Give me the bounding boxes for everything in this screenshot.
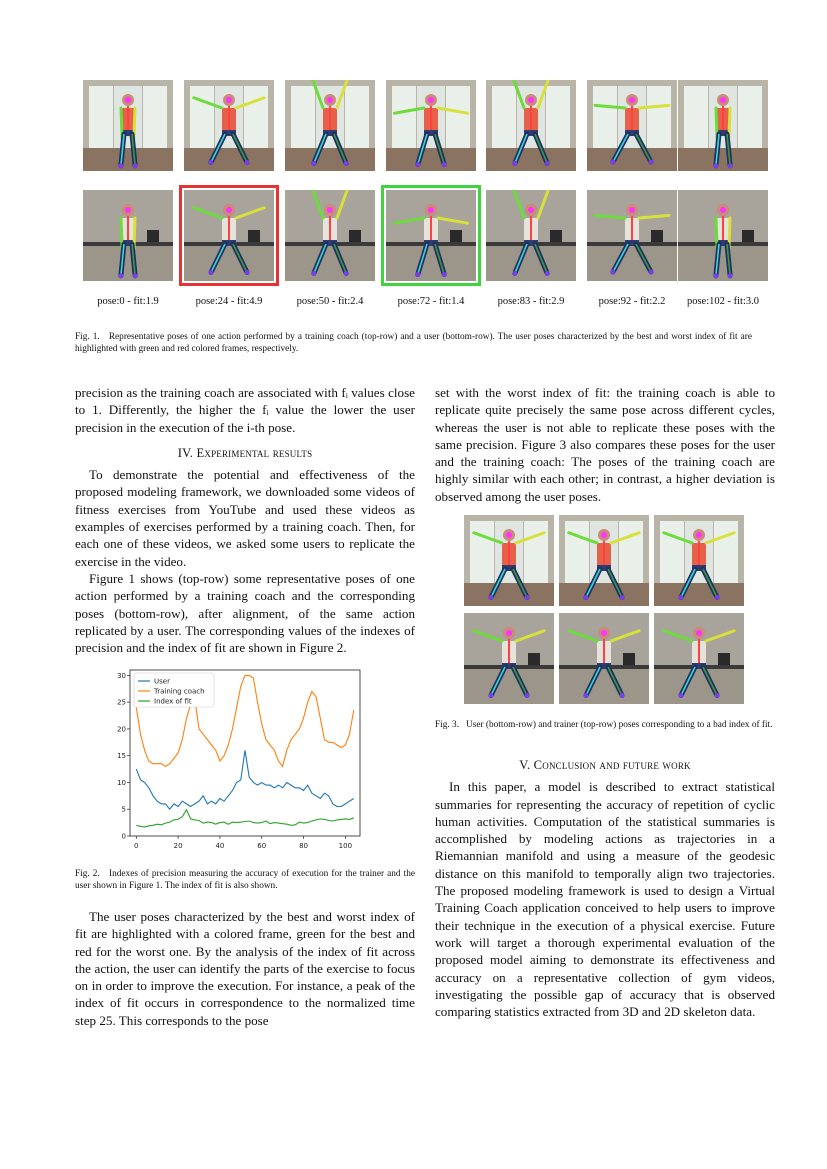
section-5-heading: [435, 757, 775, 774]
fig3-user-image-2: [654, 613, 744, 704]
figure-3-caption: [435, 719, 775, 731]
user-pose-image-1-graphic: [184, 190, 274, 281]
user-pose-image-3: [386, 190, 476, 281]
series-line-index-of-fit: [136, 810, 353, 827]
x-tick-label-1: 20: [173, 842, 183, 850]
left-column-bottom: [75, 908, 415, 1029]
right-paragraph-1: In this paper, a model is described to extract statistical summaries for representing the accuracy of repetition of cyclic human activities. Computation of the statistical summaries is accomplished by modeling actions as trajectories in a Riemannian manifold and using a measure of the geodesic distance on this manifold to temporally align two trajectories. The proposed modeling framework is used to design a Virtual Training Coach application conceived to help users to improve their technique in the execution of a physical exercise. Future work will target a thorough experimental evaluation of the proposed model aiming to demonstrate its effectiveness and accuracy on a representative collection of gym videos, investigating the possible gap of accuracy that is observed comparing statistics extracted from 3D and 2D skeleton data.: [435, 779, 775, 1020]
pose-label-1: pose:24 - fit:4.9: [195, 296, 263, 307]
user-pose-image-6: [678, 190, 768, 281]
pose-label-5: pose:92 - fit:2.2: [598, 296, 666, 307]
fig3-user-image-2-graphic: [654, 613, 744, 704]
figure-2-caption-label: Fig. 2.: [75, 869, 100, 879]
fig3-coach-image-0: [464, 515, 554, 606]
right-column-top: [435, 384, 775, 505]
coach-pose-image-5: [587, 80, 677, 171]
user-pose-image-4-graphic: [486, 190, 576, 281]
fig3-coach-image-1: [559, 515, 649, 606]
y-tick-label-3: 15: [117, 752, 126, 761]
legend-label-1: Training coach: [154, 687, 205, 696]
figure-1-caption-text: Representative poses of one action performed by a training coach (top-row) and a user (bottom-row). The user poses characterized by the best and worst index of fit are highlighted with green and red colored frames, respectively.: [75, 332, 752, 354]
user-pose-image-5: [587, 190, 677, 281]
pose-label-4: pose:83 - fit:2.9: [497, 296, 565, 307]
y-tick-label-5: 25: [117, 698, 126, 707]
coach-pose-image-0: [83, 80, 173, 171]
chart-legend: [134, 673, 214, 707]
y-tick-label-1: 5: [121, 805, 126, 814]
pose-label-2: pose:50 - fit:2.4: [296, 296, 364, 307]
user-pose-image-3-graphic: [386, 190, 476, 281]
coach-pose-image-6-graphic: [678, 80, 768, 171]
figure-2-caption-text: Indexes of precision measuring the accuracy of execution for the trainer and the user shown in Figure 1. The index of fit is also shown.: [75, 869, 415, 891]
coach-pose-image-3: [386, 80, 476, 171]
user-pose-image-4: [486, 190, 576, 281]
legend-label-2: Index of fit: [154, 697, 192, 706]
figure-3-caption-label: Fig. 3.: [435, 720, 460, 730]
coach-pose-image-1-graphic: [184, 80, 274, 171]
x-tick-label-0: 0: [134, 842, 139, 850]
fig3-user-image-0: [464, 613, 554, 704]
left-paragraph-1: To demonstrate the potential and effectiveness of the proposed modeling framework, we downloaded some videos of fitness exercises from YouTube and used these videos as examples of exercises performed by a training coach. Then, for each one of these videos, we asked some users to replicate the exercise in the video.: [75, 467, 415, 569]
series-line-user: [136, 750, 353, 809]
fig3-user-image-1: [559, 613, 649, 704]
section-5-title: Conclusion and future work: [533, 758, 691, 772]
section-5-number: V.: [519, 758, 531, 772]
right-paragraph-0: set with the worst index of fit: the training coach is able to replicate quite precisely the same pose across different cycles, whereas the user is not able to replicate these poses with the same precision. Figure 3 also compares these poses for the user and the training coach: The poses of the training coach are highly similar with each other; in contrast, a higher deviation is observed among the user poses.: [435, 385, 775, 504]
x-tick-label-5: 100: [338, 842, 353, 850]
fig3-user-image-1-graphic: [559, 613, 649, 704]
coach-pose-image-4-graphic: [486, 80, 576, 171]
y-tick-label-2: 10: [117, 778, 126, 787]
coach-pose-image-1: [184, 80, 274, 171]
user-pose-image-6-graphic: [678, 190, 768, 281]
fig3-coach-image-0-graphic: [464, 515, 554, 606]
right-column-bottom: [435, 757, 775, 1020]
section-4-title: Experimental results: [196, 445, 313, 460]
left-paragraph-2: Figure 1 shows (top-row) some representative poses of one action performed by a training coach and the corresponding poses (bottom-row), after alignment, of the same action replicated by a user. The corresponding values of the indexes of precision and the index of fit are shown in Figure 2.: [75, 570, 415, 656]
x-tick-label-3: 60: [257, 842, 267, 850]
figure-1-caption: [75, 331, 752, 355]
x-tick-label-2: 40: [215, 842, 225, 850]
user-pose-image-0-graphic: [83, 190, 173, 281]
y-tick-label-6: 30: [117, 671, 126, 680]
coach-pose-image-6: [678, 80, 768, 171]
left-paragraph-0: precision as the training coach are associated with fᵢ values close to 1. Differently, the higher the fᵢ value the lower the user precision in the execution of the i-th pose.: [75, 385, 415, 435]
left-paragraph-3: The user poses characterized by the best and worst index of fit are highlighted with a colored frame, green for the best and red for the worst one. By the analysis of the index of fit across the action, the user can identify the parts of the exercise to focus on in order to improve the execution. For instance, a peak of the index of fit occurs in correspondence to the normalized time step 25. This corresponds to the pose: [75, 909, 415, 1028]
left-column: [75, 384, 415, 656]
chart-svg: [112, 664, 362, 854]
figure-2-chart: [112, 664, 362, 854]
fig3-coach-image-2-graphic: [654, 515, 744, 606]
pose-label-3: pose:72 - fit:1.4: [397, 296, 465, 307]
figure-3-caption-text: User (bottom-row) and trainer (top-row) poses corresponding to a bad index of fit.: [466, 720, 773, 730]
coach-pose-image-4: [486, 80, 576, 171]
coach-pose-image-2-graphic: [285, 80, 375, 171]
legend-label-0: User: [154, 677, 170, 686]
y-tick-label-4: 20: [117, 725, 126, 734]
coach-pose-image-2: [285, 80, 375, 171]
figure-2-caption: [75, 868, 415, 892]
user-pose-image-1: [184, 190, 274, 281]
fig3-user-image-0-graphic: [464, 613, 554, 704]
pose-label-6: pose:102 - fit:3.0: [686, 296, 760, 307]
fig3-coach-image-1-graphic: [559, 515, 649, 606]
fig3-coach-image-2: [654, 515, 744, 606]
y-tick-label-0: 0: [121, 832, 126, 841]
coach-pose-image-0-graphic: [83, 80, 173, 171]
user-pose-image-2-graphic: [285, 190, 375, 281]
x-tick-label-4: 80: [299, 842, 309, 850]
coach-pose-image-5-graphic: [587, 80, 677, 171]
user-pose-image-5-graphic: [587, 190, 677, 281]
user-pose-image-2: [285, 190, 375, 281]
coach-pose-image-3-graphic: [386, 80, 476, 171]
user-pose-image-0: [83, 190, 173, 281]
section-4-number: IV.: [177, 445, 194, 460]
section-4-heading: [75, 445, 415, 462]
pose-label-0: pose:0 - fit:1.9: [97, 296, 159, 307]
figure-1-caption-label: Fig. 1.: [75, 332, 100, 342]
